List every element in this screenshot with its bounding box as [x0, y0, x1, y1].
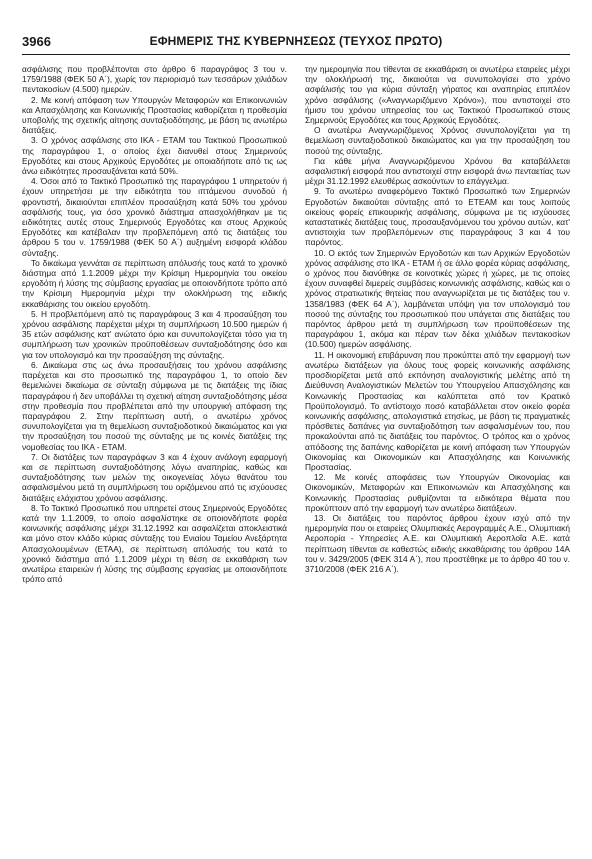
paragraph: 13. Οι διατάξεις του παρόντος άρθρου έχουν ισχύ από την ημερομηνία που οι εταιρείες Ολυμπιακές Αερογραμμές Α.Ε., Ολυμπιακή Αεροπορία - Υπηρεσίες Α.Ε. και Ολυμπιακή Αεροπλοΐα Α.Ε. κατά περίπτωση τίθενται σε καθεστώς ειδικής εκκαθάρισης του άρθρου 14Α του ν. 3429/2005 (ΦΕΚ 314 Α΄), που προστέθηκε με το άρθρο 40 του ν. 3710/2008 (ΦΕΚ 216 Α΄).	[305, 512, 570, 574]
paragraph: Για κάθε μήνα Αναγνωριζόμενου Χρόνου θα καταβάλλεται ασφαλιστική εισφορά που αντιστοιχεί στην εισφορά άνω πενταετίας των μέχρι 31.12.1992 ελευθέρως ασκούντων το επάγγελμα.	[305, 155, 570, 187]
paragraph: Ο ανωτέρω Αναγνωριζόμενος Χρόνος συνυπολογίζεται για τη θεμελίωση συνταξιοδοτικού δικαιώματος και για την προσαύξηση του ποσού της σύνταξης.	[305, 125, 570, 156]
gazette-title: ΕΦΗΜΕΡΙΣ ΤΗΣ ΚΥΒΕΡΝΗΣΕΩΣ (ΤΕΥΧΟΣ ΠΡΩΤΟ)	[149, 34, 443, 48]
paragraph: 9. Το ανωτέρω αναφερόμενο Τακτικό Προσωπικό των Σημερινών Εργοδοτών δικαιούται σύνταξης από το ΕΤΕΑΜ και τους λοιπούς οικείους φορείς επικουρικής ασφάλισης, σύμφωνα με τις ισχύουσες καταστατικές διατάξεις τους, προσαυξανόμενου του χρόνου αυτών, κατ' αντιστοιχία των προβλεπόμενων στις παραγράφους 3 και 4 του παρόντος.	[305, 186, 570, 248]
paragraph: 11. Η οικονομική επιβάρυνση που προκύπτει από την εφαρμογή των ανωτέρω διατάξεων για όλους τους φορείς κοινωνικής ασφάλισης προσδιορίζεται μετά από εκπόνηση αναλογιστικής μελέτης από τη Διεύθυνση Αναλογιστικών Μελετών του Υπουργείου Απασχόλησης και Κοινωνικής Προστασίας και καλύπτεται από τον Κρατικό Προϋπολογισμό. Το αντίστοιχο ποσό καταβάλλεται στον οικείο φορέα κοινωνικής ασφάλισης, απολογιστικά ετησίως, με βάση τις πραγματικές πρόσθετες δαπάνες για συνταξιοδότηση των ασφαλισμένων του, που προκαλούνται από τις διατάξεις του παρόντος. Ο τρόπος και ο χρόνος απόδοσης της δαπάνης καθορίζεται με κοινή απόφαση των Υπουργών Οικονομίας και Οικονομικών και Απασχόλησης και Κοινωνικής Προστασίας.	[305, 349, 570, 472]
paragraph: Το δικαίωμα γεννάται σε περίπτωση απόλυσής τους κατά το χρονικό διάστημα από 1.1.2009 μέχρι την Κρίσιμη Ημερομηνία του οικείου εργοδότη ή λύσης της σύμβασης εργασίας με οποιονδήποτε τρόπο από την Κρίσιμη Ημερομηνία μέχρι την ολοκλήρωση της ειδικής εκκαθάρισης του οικείου εργοδότη.	[22, 257, 287, 309]
page-header	[22, 34, 570, 55]
paragraph: 12. Με κοινές αποφάσεις των Υπουργών Οικονομίας και Οικονομικών, Μεταφορών και Επικοινωνιών και Απασχόλησης και Κοινωνικής Προστασίας ρυθμίζονται τα ειδικότερα θέματα που προκύπτουν από την εφαρμογή των ανωτέρω διατάξεων.	[305, 472, 570, 513]
paragraph: 4. Όσοι από το Τακτικό Προσωπικό της παραγράφου 1 υπηρετούν ή έχουν υπηρετήσει με την ειδικότητα του ιπτάμενου συνοδού ή φροντιστή, δικαιούνται επιπλέον προσαύξηση κατά 50% του χρόνου ασφάλισής τους, για όσο χρονικό διάστημα απασχολήθηκαν με τις ειδικότητες αυτές στους Σημερινούς Εργοδότες και στους Αρχικούς Εργοδότες και κατέβαλαν την προβλεπόμενη από τις διατάξεις του άρθρου 5 του ν. 1759/1988 (ΦΕΚ 50 Α΄) αυξημένη εισφορά κλάδου σύνταξης.	[22, 176, 287, 258]
paragraph: 3. Ο χρόνος ασφάλισης στο ΙΚΑ - ΕΤΑΜ του Τακτικού Προσωπικού της παραγράφου 1, ο οποίος έχει διανυθεί στους Σημερινούς Εργοδότες και στους Αρχικούς Εργοδότες με οποιαδήποτε από τις ως άνω ειδικότητες προσαυξάνεται κατά 50%.	[22, 135, 287, 177]
paragraph: την ημερομηνία που τίθενται σε εκκαθάριση οι ανωτέρω εταιρείες μέχρι την ολοκλήρωσή της, δικαιούται να συνυπολογίσει στο χρόνο ασφάλισής του για κύρια σύνταξη γήρατος και αναπηρίας επιπλέον χρόνο ασφάλισης («Αναγνωριζόμενο Χρόνο»), που αντιστοιχεί στο ήμισυ του χρόνου υπηρεσίας του ως Τακτικού Προσωπικού στους Σημερινούς Εργοδότες και τους Αρχικούς Εργοδότες.	[305, 64, 570, 126]
paragraph: ασφάλισης που προβλέπονται στο άρθρο 6 παραγράφος 3 του ν. 1759/1988 (ΦΕΚ 50 Α΄), χωρίς τον περιορισμό των τεσσάρων χιλιάδων πεντακοσίων (4.500) ημερών.	[22, 64, 287, 95]
right-column	[305, 64, 570, 859]
paragraph: 2. Με κοινή απόφαση των Υπουργών Μεταφορών και Επικοινωνιών και Απασχόλησης και Κοινωνικής Προστασίας καθορίζεται η προθεσμία υποβολής της σχετικής αίτησης συνταξιοδότησης, με βάση τις ανωτέρω διατάξεις.	[22, 94, 287, 136]
paragraph: 7. Οι διατάξεις των παραγράφων 3 και 4 έχουν ανάλογη εφαρμογή και σε περίπτωση συνταξιοδότησης λόγω αναπηρίας, καθώς και συνταξιοδότησης των μελών της οικογενείας λόγω θανάτου του ασφαλισμένου μετά τη συμπλήρωση του οριζόμενου από τις ισχύουσες διατάξεις ελάχιστου χρόνου ασφάλισης.	[22, 451, 287, 503]
paragraph: 5. Η προβλεπόμενη από τις παραγράφους 3 και 4 προσαύξηση του χρόνου ασφάλισης παρέχεται μέχρι τη συμπλήρωση 10.500 ημερών ή 35 ετών ασφάλισης κατ' ανώτατο όριο και συνυπολογίζεται τόσο για τη συμπλήρωση των χρονικών προϋποθέσεων συνταξιοδότησης όσο και για τον υπολογισμό και την προσαύξηση της σύνταξης.	[22, 308, 287, 360]
left-column	[22, 64, 287, 859]
paragraph: 6. Δικαίωμα στις ως άνω προσαυξήσεις του χρόνου ασφάλισης παρέχεται και στο προσωπικό της παραγράφου 1, το οποίο δεν θεμελιώνει δικαίωμα σε σύνταξη σύμφωνα με τις διατάξεις της ίδιας παραγράφου ή δεν υποβάλλει τη σχετική αίτηση συνταξιοδότησης μέσα στην προθεσμία που προβλέπεται από την υπουργική απόφαση της παραγράφου 2. Στην περίπτωση αυτή, ο ανωτέρω χρόνος συνυπολογίζεται για τη θεμελίωση συνταξιοδοτικού δικαιώματος και για την προσαύξηση του ποσού της σύνταξης με τις κοινές διατάξεις της νομοθεσίας του ΙΚΑ - ΕΤΑΜ.	[22, 359, 287, 452]
paragraph: 10. Ο εκτός των Σημερινών Εργοδοτών και των Αρχικών Εργοδοτών χρόνος ασφάλισης στο ΙΚΑ - ΕΤΑΜ ή σε άλλο φορέα κύριας ασφάλισης, ο χρόνος που διανύθηκε σε κοινοτικές χώρες ή χώρες, με τις οποίες έχουν συναφθεί διμερείς συμβάσεις κοινωνικής ασφάλισης, καθώς και ο χρόνος στρατιωτικής θητείας που αναγνωρίζεται με τις διατάξεις του ν. 1358/1983 (ΦΕΚ 64 Α΄), λαμβάνεται υπόψη για τον υπολογισμό του ποσού της σύνταξης του προσωπικού που υπάγεται στις διατάξεις του παρόντος άρθρου μετά τη συμπλήρωση των προϋποθέσεων της παραγράφου 1, ακόμα και πέραν των δέκα χιλιάδων πεντακοσίων (10.500) ημερών ασφάλισης.	[305, 247, 570, 350]
paragraph: 8. Το Τακτικό Προσωπικό που υπηρετεί στους Σημερινούς Εργοδότες κατά την 1.1.2009, το οποίο ασφαλίστηκε σε οποιονδήποτε φορέα κοινωνικής ασφάλισης μέχρι 31.12.1992 και ασφαλίζεται αποκλειστικά και μόνο στον κλάδο κύριας σύνταξης του Ενιαίου Ταμείου Ανεξάρτητα Απασχολουμένων (ΕΤΑΑ), σε περίπτωση απόλυσής του κατά το χρονικό διάστημα από 1.1.2009 μέχρι τη θέση σε εκκαθάριση των ανωτέρω εταιρειών ή λύσης της σύμβασης εργασίας με οποιονδήποτε τρόπο από	[22, 502, 287, 585]
page-number: 3966	[22, 34, 51, 49]
